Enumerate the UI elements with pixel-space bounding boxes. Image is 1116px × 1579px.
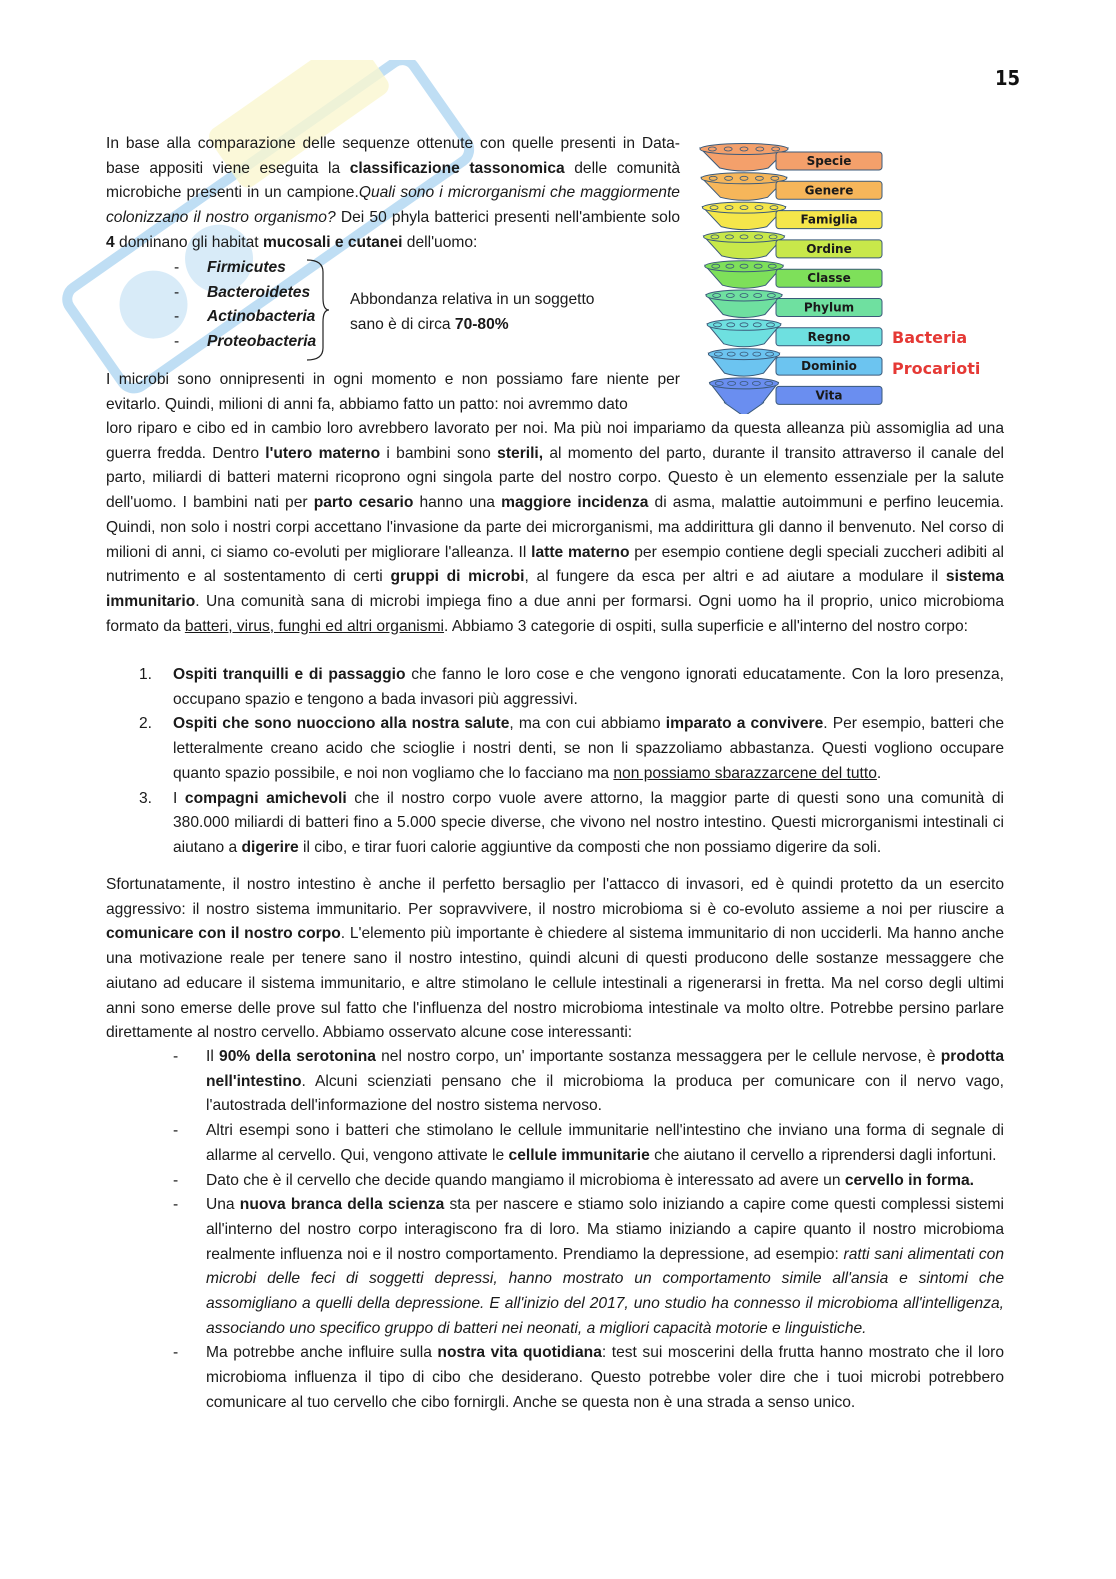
curly-brace-icon <box>305 258 331 362</box>
list-item: - Actinobacteria <box>174 308 316 326</box>
list-item: - Dato che è il cervello che decide quando mangiamo il microbioma è interessato ad avere un cervello in forma. <box>173 1171 974 1189</box>
funnel-rim <box>710 378 779 389</box>
taxonomy-level-label: Phylum <box>803 300 855 315</box>
taxonomy-level-label: Regno <box>807 329 851 344</box>
microbes-paragraph-start: I microbi sono onnipresenti in ogni momento e non possiamo fare niente per evitarlo. Quindi, milioni di anni fa, abbiamo fatto un patto: noi avremmo dato <box>106 371 680 413</box>
taxonomy-level-label: Vita <box>815 388 843 403</box>
microbes-paragraph: loro riparo e cibo ed in cambio loro avrebbero lavorato per noi. Ma più noi impariamo da questa alleanza più assomiglia ad una guerra fredda. Dentro l'utero materno i bambini sono sterili, al momento del parto, durante il transito attraverso il canale del parto, miliardi di batteri materni ricoprono ogni singola parte del nostro corpo. Questo è un elemento essenziale per la salute dell'uomo. I bambini nati per parto cesario hanno una maggiore incidenza di asma, malattie autoimmuni e perfino leucemia. Quindi, non solo i nostri corpi accettano l'invasione da parte dei microrganismi, ma addirittura gli danno il benvenuto. Nel corso di milioni di anni, ci siamo co-evoluti per migliorare l'alleanza. Il latte materno per esempio contiene degli speciali zuccheri adibiti al nutrimento e al sostentamento di certi gruppi di microbi, al fungere da esca per altri e ad aiutare a modulare il sistema immunitario. Una comunità sana di microbi impiega fino a due anni per formarsi. Ogni uomo ha il proprio, unico microbioma formato da batteri, virus, funghi ed altri organismi. Abbiamo 3 categorie di ospiti, sulla superficie e all'interno del nostro corpo: <box>106 420 1004 635</box>
list-item: - Altri esempi sono i batteri che stimolano le cellule immunitarie nell'intestino che inviano una forma di segnale di allarme al cervello. Qui, vengono attivate le cellule immunitarie che aiutano il cervello a riprendersi dagli infortuni. <box>173 1122 1004 1164</box>
list-item: - Una nuova branca della scienza sta per nascere e stiamo solo iniziando a capire come questi complessi sistemi all'interno del nostro corpo interagiscono fra di loro. Ma stiamo iniziando a capire quanto il nostro microbioma realmente influenza noi e il nostro comportamento. Prendiamo la depressione, ad esempio: ratti sani alimentati con microbi delle feci di soggetti depressi, hanno mostrato un comportamento simile all'ansia e sintomi che assomigliano a quelli della depressione. E all'inizio del 2017, uno studio ha connesso il microbioma all'intelligenza, associando uno specifico gruppo di batteri nei neonati, a migliori capacità motorie e linguistiche. <box>173 1196 1004 1337</box>
domain-label: Procarioti <box>892 359 981 378</box>
list-item: 2. Ospiti che sono nuocciono alla nostra salute, ma con cui abbiamo imparato a convivere. Per esempio, batteri che letteralmente creano acido che scioglie i nostri denti, se non li spazzoliamo abbastanza. Questi vogliono occupare quanto spazio possibile, e noi non vogliamo che lo facciano ma non possiamo sbarazzarcene del tutto. <box>139 715 1004 782</box>
taxonomy-level-label: Ordine <box>806 241 852 256</box>
taxonomy-level-label: Specie <box>806 154 852 168</box>
funnel-rim <box>707 319 781 330</box>
taxonomy-level-label: Genere <box>804 183 854 198</box>
funnel-rim <box>700 144 788 155</box>
list-item: - Il 90% della serotonina nel nostro corpo, un' importante sostanza messaggera per le cellule nervose, è prodotta nell'intestino. Alcuni scienziati pensano che il microbioma la produca per comunicare con il nervo vago, l'autostrada dell'informazione del nostro sistema nervoso. <box>173 1048 1004 1115</box>
taxonomy-funnel-figure <box>694 138 1004 414</box>
page-number: 15 <box>994 66 1020 90</box>
list-item: 3. I compagni amichevoli che il nostro corpo vuole avere attorno, la maggior parte di questi sono una comunità di 380.000 miliardi di batteri fino a 5.000 specie diverse, che vivono nel nostro intestino. Questi microrganismi intestinali ci aiutano a digerire il cibo, e tirar fuori calorie aggiuntive da composti che non possiamo digerire da soli. <box>139 789 1004 856</box>
abundance-note: Abbondanza relativa in un soggetto sano è di circa 70-80% <box>350 291 595 333</box>
list-item: - Ma potrebbe anche influire sulla nostra vita quotidiana: test sui moscerini della frutta hanno mostrato che il loro microbioma influenza il tipo di cibo che desiderano. Questo potrebbe voler dire che i tuoi microbi potrebbero comunicare al tuo cervello che cibo fornirgli. Anche se questa non è una strada a senso unico. <box>173 1344 1004 1411</box>
phyla-list <box>174 256 316 355</box>
funnel-rim <box>708 349 779 360</box>
funnel-rim <box>706 290 782 301</box>
kingdom-label: Bacteria <box>892 328 968 347</box>
funnel-rim <box>701 173 787 184</box>
funnel-rim <box>704 231 785 242</box>
list-item: 1. Ospiti tranquilli e di passaggio che fanno le loro cose e che vengono ignorati educatamente. Con la loro presenza, occupano spazio e tengono a bada invasori più aggressivi. <box>139 666 1004 708</box>
intestine-paragraph: Sfortunatamente, il nostro intestino è anche il perfetto bersaglio per l'attacco di invasori, ed è quindi protetto da un esercito aggressivo: il nostro sistema immunitario. Per sopravvivere, il nostro microbioma si è co-evoluto assieme a noi per riuscire a comunicare con il nostro corpo. L'elemento più importante è chiedere al sistema immunitario di non ucciderli. Ma hanno anche una motivazione reale per tenere sano il nostro intestino, quindi alcuni di questi producono delle sostanze messaggere che aiutano ad educare il sistema immunitario, e altre stimolano le cellule intestinali a rigenerarsi in fretta. Ma nel corso degli ultimi anni sono emerse delle prove sul fatto che l'influenza del nostro microbioma intestinale va molto oltre. Potrebbe persino parlare direttamente al nostro cervello. Abbiamo osservato alcune cose interessanti: <box>106 876 1004 1042</box>
list-item: - Firmicutes <box>174 259 286 276</box>
funnel-rim <box>702 202 785 213</box>
funnel-rim <box>705 261 783 272</box>
list-item: - Proteobacteria <box>174 333 317 351</box>
hosts-list <box>106 663 1004 861</box>
taxonomy-level-label: Dominio <box>801 359 857 374</box>
funnel-tip <box>724 402 764 414</box>
taxonomy-level-label: Famiglia <box>800 212 858 227</box>
taxonomy-level-label: Classe <box>807 271 851 286</box>
intro-paragraph: In base alla comparazione delle sequenze ottenute con quelle presenti in Data-base appositi viene eseguita la classificazione tassonomica delle comunità microbiche presenti in un campione.Quali sono i microrganismi che maggiormente colonizzano il nostro organismo? Dei 50 phyla batterici presenti nell'ambiente solo 4 dominano gli habitat mucosali e cutanei dell'uomo: <box>106 135 680 251</box>
list-item: - Bacteroidetes <box>174 283 311 301</box>
observations-list <box>106 1045 1004 1416</box>
